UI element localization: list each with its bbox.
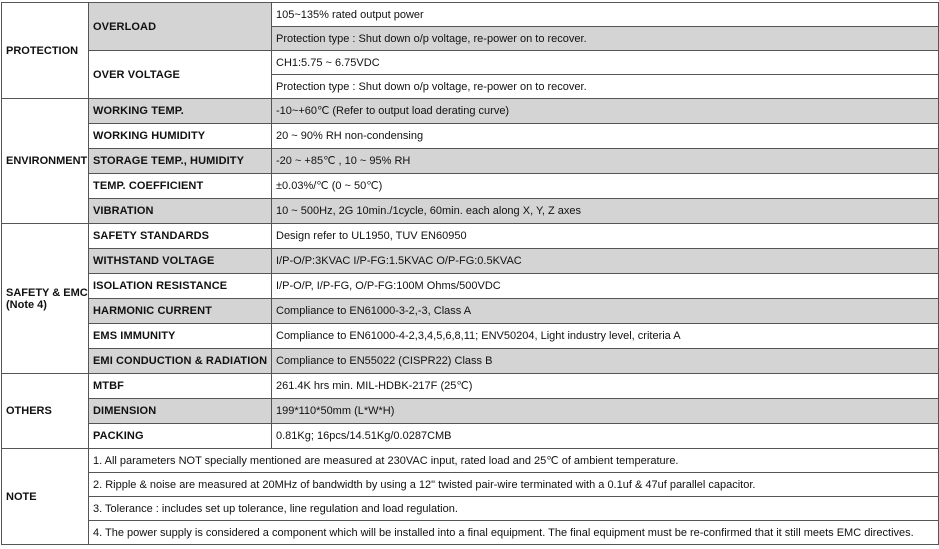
row-item-value: Compliance to EN61000-3-2,-3, Class A (272, 299, 939, 324)
row-item-label: MTBF (89, 374, 272, 399)
row-item-label: WITHSTAND VOLTAGE (89, 249, 272, 274)
table-row (2, 473, 939, 497)
table-row (2, 3, 939, 27)
row-item-label: HARMONIC CURRENT (89, 299, 272, 324)
row-item-label: TEMP. COEFFICIENT (89, 174, 272, 199)
table-row (2, 249, 939, 274)
row-item-value: 10 ~ 500Hz, 2G 10min./1cycle, 60min. each along X, Y, Z axes (272, 199, 939, 224)
row-item-label: WORKING TEMP. (89, 99, 272, 124)
row-item-value: 261.4K hrs min. MIL-HDBK-217F (25℃) (272, 374, 939, 399)
table-row (2, 51, 939, 75)
item-overload: OVERLOAD (89, 3, 272, 51)
section-label-safety (2, 224, 89, 374)
item-over-voltage: OVER VOLTAGE (89, 51, 272, 99)
row-item-value: 199*110*50mm (L*W*H) (272, 399, 939, 424)
row-item-value: 20 ~ 90% RH non-condensing (272, 124, 939, 149)
table-row (2, 324, 939, 349)
table-row (2, 449, 939, 473)
row-item-label: EMI CONDUCTION & RADIATION (89, 349, 272, 374)
row-item-value: -10~+60℃ (Refer to output load derating curve) (272, 99, 939, 124)
row-item-label: PACKING (89, 424, 272, 449)
row-item-value: Compliance to EN61000-4-2,3,4,5,6,8,11; ENV50204, Light industry level, criteria A (272, 324, 939, 349)
row-item-label: DIMENSION (89, 399, 272, 424)
value-overload-type: Protection type : Shut down o/p voltage, re-power on to recover. (272, 27, 939, 51)
spec-table (1, 2, 939, 545)
table-row (2, 224, 939, 249)
note-line: 4. The power supply is considered a component which will be installed into a final equipment. The final equipment must be re-confirmed that it still meets EMC directives. (89, 521, 939, 545)
row-item-label: ISOLATION RESISTANCE (89, 274, 272, 299)
row-item-label: VIBRATION (89, 199, 272, 224)
table-row (2, 299, 939, 324)
value-overvoltage-type: Protection type : Shut down o/p voltage, re-power on to recover. (272, 75, 939, 99)
table-row (2, 99, 939, 124)
row-item-value: -20 ~ +85℃ , 10 ~ 95% RH (272, 149, 939, 174)
value-overvoltage-rating: CH1:5.75 ~ 6.75VDC (272, 51, 939, 75)
section-label-safety-title: SAFETY & EMC (6, 286, 88, 299)
table-row (2, 174, 939, 199)
row-item-value: Compliance to EN55022 (CISPR22) Class B (272, 349, 939, 374)
row-item-value: I/P-O/P:3KVAC I/P-FG:1.5KVAC O/P-FG:0.5KVAC (272, 249, 939, 274)
row-item-label: WORKING HUMIDITY (89, 124, 272, 149)
table-row (2, 521, 939, 545)
row-item-label: STORAGE TEMP., HUMIDITY (89, 149, 272, 174)
row-item-value: I/P-O/P, I/P-FG, O/P-FG:100M Ohms/500VDC (272, 274, 939, 299)
section-label-environment: ENVIRONMENT (2, 99, 89, 224)
table-row (2, 399, 939, 424)
note-line: 3. Tolerance : includes set up tolerance, line regulation and load regulation. (89, 497, 939, 521)
table-row (2, 274, 939, 299)
section-label-safety-note: (Note 4) (6, 298, 47, 311)
row-item-value: ±0.03%/℃ (0 ~ 50℃) (272, 174, 939, 199)
table-row (2, 199, 939, 224)
note-line: 2. Ripple & noise are measured at 20MHz of bandwidth by using a 12" twisted pair-wire terminated with a 0.1uf & 47uf parallel capacitor. (89, 473, 939, 497)
row-item-label: EMS IMMUNITY (89, 324, 272, 349)
row-item-label: SAFETY STANDARDS (89, 224, 272, 249)
table-row (2, 424, 939, 449)
table-row (2, 149, 939, 174)
section-label-others: OTHERS (2, 374, 89, 449)
table-row (2, 124, 939, 149)
row-item-value: 0.81Kg; 16pcs/14.51Kg/0.0287CMB (272, 424, 939, 449)
section-label-protection: PROTECTION (2, 3, 89, 99)
section-label-note: NOTE (2, 449, 89, 545)
table-row (2, 349, 939, 374)
value-overload-rating: 105~135% rated output power (272, 3, 939, 27)
note-line: 1. All parameters NOT specially mentioned are measured at 230VAC input, rated load and 25℃ of ambient temperature. (89, 449, 939, 473)
table-row (2, 374, 939, 399)
table-row (2, 497, 939, 521)
row-item-value: Design refer to UL1950, TUV EN60950 (272, 224, 939, 249)
